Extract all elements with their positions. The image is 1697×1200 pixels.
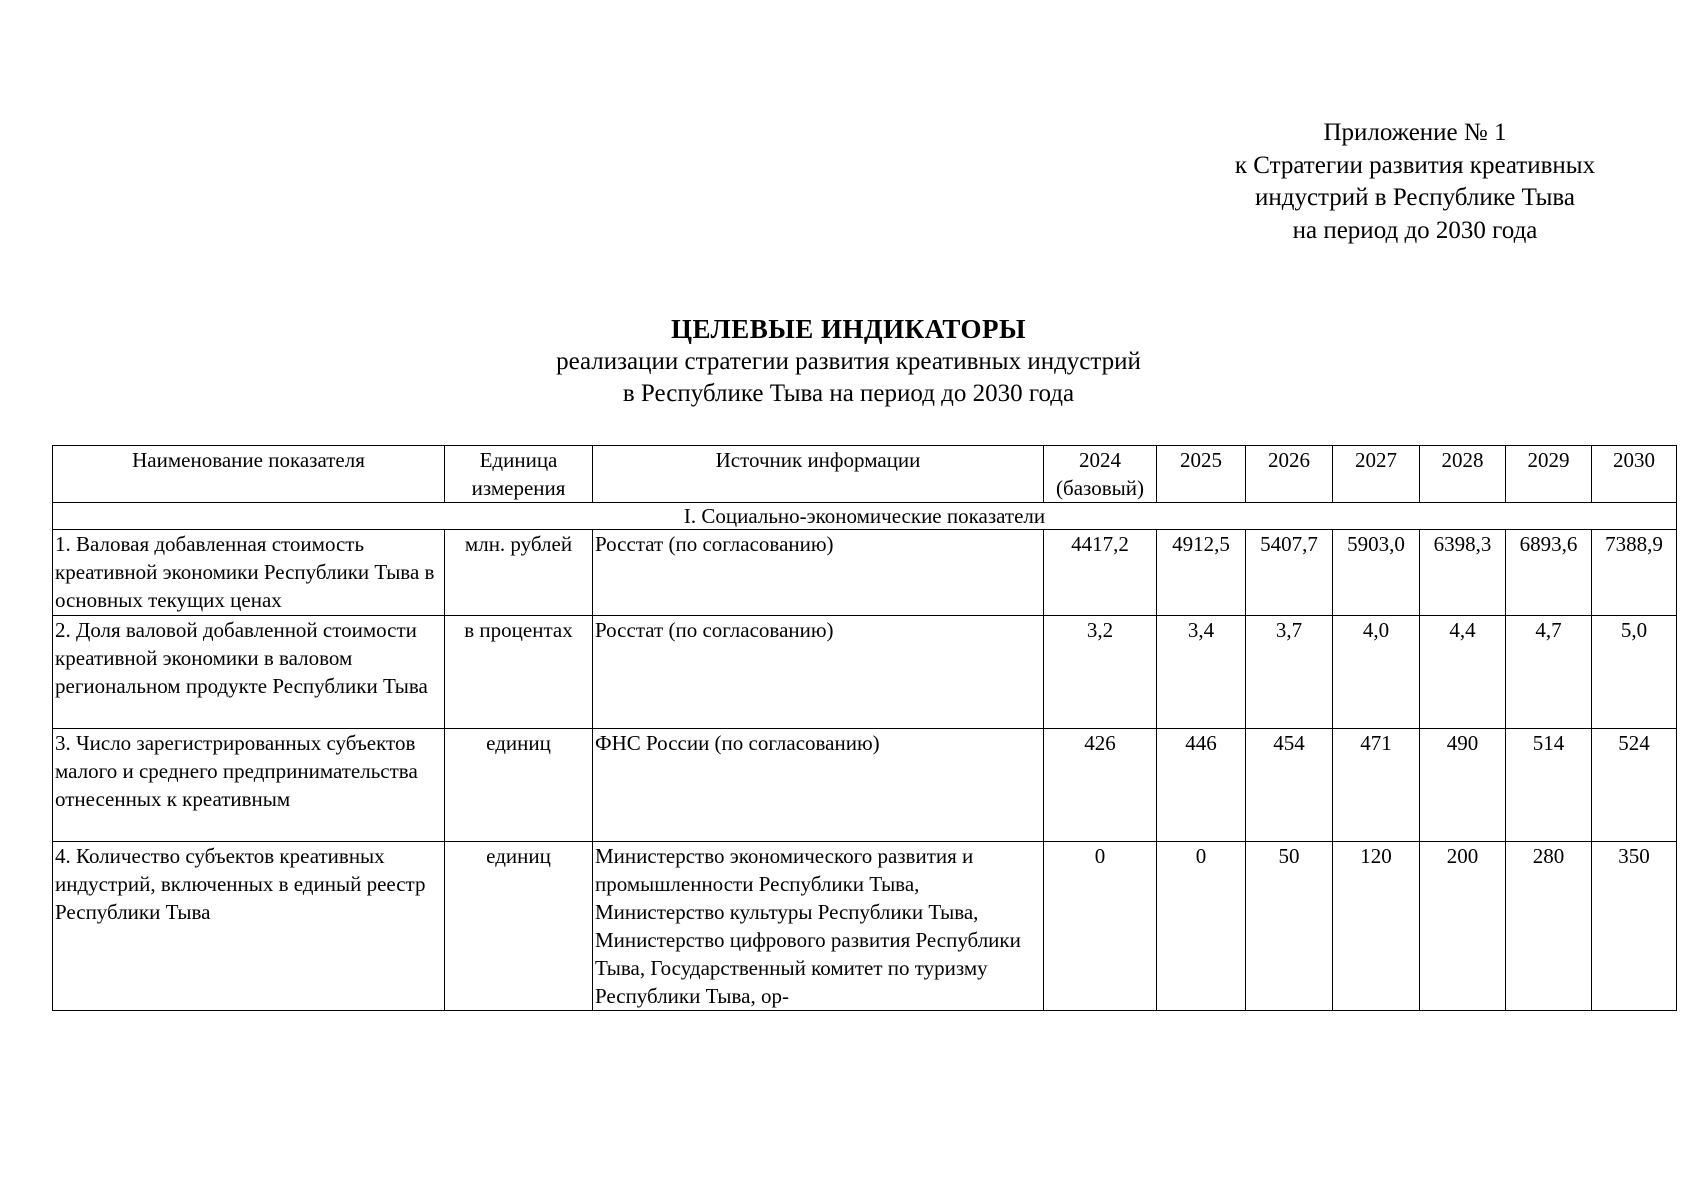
title-subtitle-line-1: реализации стратегии развития креативных индустрий: [556, 348, 1141, 375]
document-title: [300, 312, 1397, 410]
value-2026: 50: [1246, 842, 1333, 1011]
value-2030: 7388,9: [1592, 530, 1677, 616]
value-2028: 200: [1420, 842, 1506, 1011]
value-2024: 426: [1044, 729, 1157, 842]
value-2024: 0: [1044, 842, 1157, 1011]
indicator-source: Министерство экономического развития и промышленности Республики Тыва, Министерство культуры Республики Тыва, Министерство цифрового развития Республики Тыва, Государственный комитет по туризму Республики Тыва, ор-: [593, 842, 1044, 1011]
value-2028: 6398,3: [1420, 530, 1506, 616]
value-2025: 3,4: [1157, 616, 1246, 729]
header-year-2025: 2025: [1157, 446, 1246, 503]
value-2027: 5903,0: [1333, 530, 1420, 616]
indicator-unit: в процентах: [445, 616, 593, 729]
value-2024: 4417,2: [1044, 530, 1157, 616]
value-2027: 471: [1333, 729, 1420, 842]
table-row: [53, 616, 1677, 729]
table-row: [53, 530, 1677, 616]
title-main: ЦЕЛЕВЫЕ ИНДИКАТОРЫ: [670, 314, 1026, 344]
value-2026: 3,7: [1246, 616, 1333, 729]
header-name: Наименование показателя: [53, 446, 445, 503]
appendix-line-3: индустрий в Республике Тыва: [1254, 184, 1576, 211]
section-row: [53, 503, 1677, 530]
indicator-name: 3. Число зарегистрированных субъектов малого и среднего предпринимательства отнесенных к креативным: [53, 729, 445, 842]
value-2025: 0: [1157, 842, 1246, 1011]
header-year-2027: 2027: [1333, 446, 1420, 503]
header-year-2024-line-1: 2024: [1079, 448, 1121, 472]
indicator-name: 4. Количество субъектов креативных индустрий, включенных в единый реестр Республики Тыва: [53, 842, 445, 1011]
header-unit: [445, 446, 593, 503]
indicator-name: 2. Доля валовой добавленной стоимости креативной экономики в валовом региональном продукте Республики Тыва: [53, 616, 445, 729]
value-2027: 4,0: [1333, 616, 1420, 729]
value-2026: 454: [1246, 729, 1333, 842]
value-2029: 280: [1506, 842, 1592, 1011]
value-2028: 4,4: [1420, 616, 1506, 729]
table-header-row: [53, 446, 1677, 503]
appendix-reference: [1180, 117, 1650, 247]
appendix-line-1: Приложение № 1: [1323, 119, 1507, 146]
header-unit-line-2: измерения: [471, 476, 566, 500]
header-year-2030: 2030: [1592, 446, 1677, 503]
appendix-line-2: к Стратегии развития креативных: [1234, 151, 1596, 179]
header-year-2026: 2026: [1246, 446, 1333, 503]
indicator-unit: единиц: [445, 729, 593, 842]
value-2025: 446: [1157, 729, 1246, 842]
header-year-2024: [1044, 446, 1157, 503]
value-2024: 3,2: [1044, 616, 1157, 729]
table-row: [53, 729, 1677, 842]
value-2030: 5,0: [1592, 616, 1677, 729]
table-row: [53, 842, 1677, 1011]
value-2028: 490: [1420, 729, 1506, 842]
value-2026: 5407,7: [1246, 530, 1333, 616]
value-2029: 514: [1506, 729, 1592, 842]
header-year-2028: 2028: [1420, 446, 1506, 503]
indicator-name: 1. Валовая добавленная стоимость креативной экономики Республики Тыва в основных текущих ценах: [53, 530, 445, 616]
header-year-2029: 2029: [1506, 446, 1592, 503]
indicators-table: [52, 445, 1677, 1011]
value-2030: 350: [1592, 842, 1677, 1011]
indicator-source: Росстат (по согласованию): [593, 616, 1044, 729]
header-unit-line-1: Единица: [479, 448, 558, 472]
header-source: Источник информации: [593, 446, 1044, 503]
appendix-line-4: на период до 2030 года: [1292, 216, 1538, 244]
header-year-2024-line-2: (базовый): [1056, 476, 1144, 500]
value-2030: 524: [1592, 729, 1677, 842]
value-2027: 120: [1333, 842, 1420, 1011]
value-2029: 6893,6: [1506, 530, 1592, 616]
indicator-source: ФНС России (по согласованию): [593, 729, 1044, 842]
value-2029: 4,7: [1506, 616, 1592, 729]
section-title: I. Социально-экономические показатели: [53, 503, 1677, 530]
indicator-unit: единиц: [445, 842, 593, 1011]
value-2025: 4912,5: [1157, 530, 1246, 616]
indicator-unit: млн. рублей: [445, 530, 593, 616]
title-subtitle-line-2: в Республике Тыва на период до 2030 года: [622, 380, 1075, 407]
indicator-source: Росстат (по согласованию): [593, 530, 1044, 616]
